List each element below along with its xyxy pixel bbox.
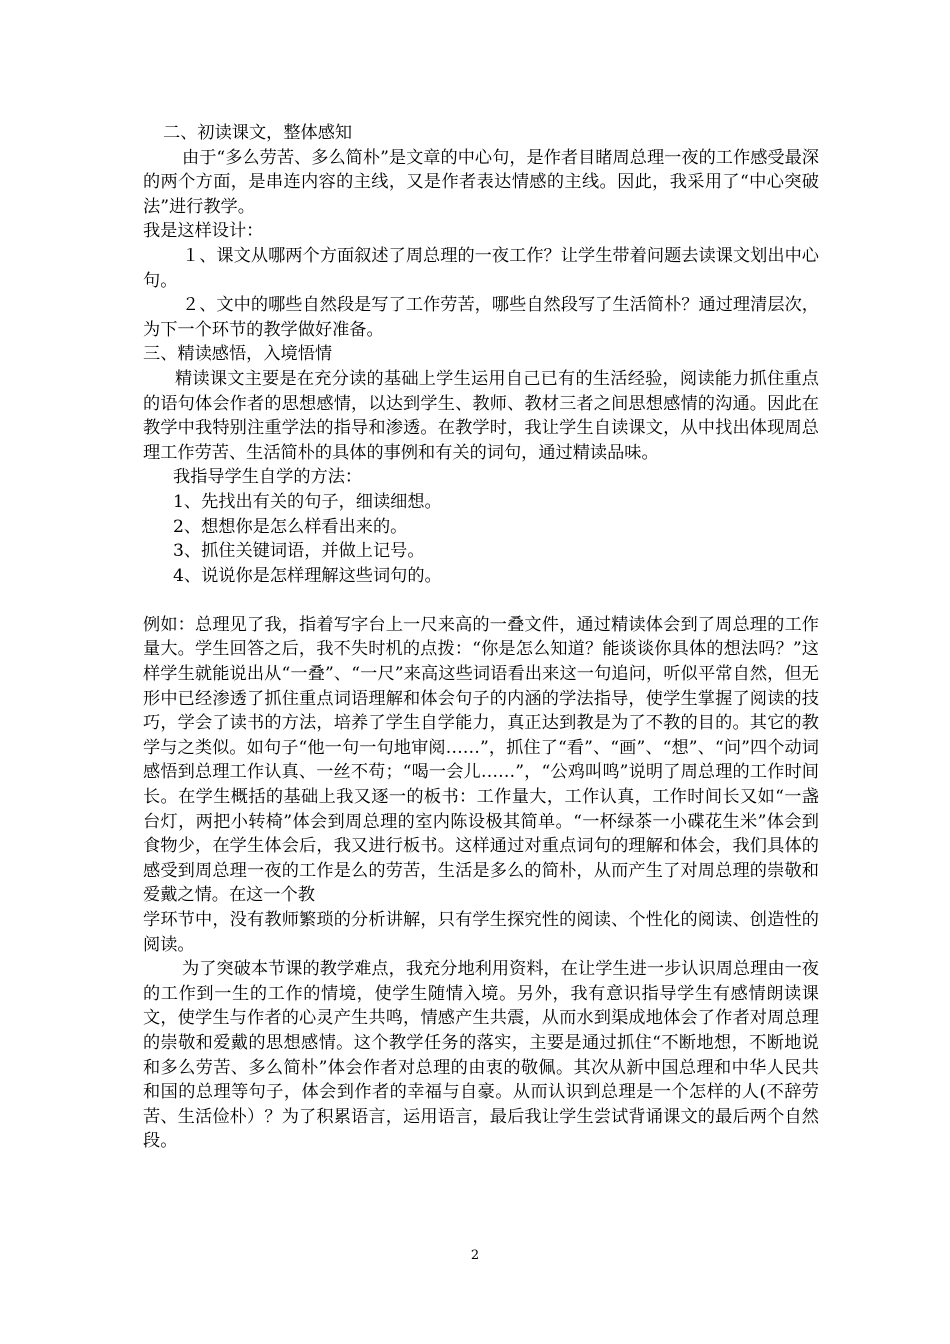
list-item: 3、抓住关键词语，并做上记号。 [173,541,425,562]
list-item: 4、说说你是怎样理解这些词句的。 [173,565,442,586]
list-item: ２、文中的哪些自然段是写了工作劳苦，哪些自然段写了生活简朴？通过理清层次，为下一个环节的教学做好准备。 [143,295,819,340]
list-item: 2、想想你是怎么样看出来的。 [173,516,408,537]
paragraph: 学环节中，没有教师繁琐的分析讲解，只有学生探究性的阅读、个性化的阅读、创造性的阅读。 [143,910,819,955]
paragraph: 例如：总理见了我，指着写字台上一尺来高的一叠文件，通过精读体会到了周总理的工作量大。学生回答之后，我不失时机的点拨：“你是怎么知道？能谈谈你具体的想法吗？”这样学生就能说出从“一叠”、“一尺”来高这些词语看出来这一句追问，听似平常自然，但无形中已经渗透了抓住重点词语理解和体会句子的内涵的学法指导，使学生掌握了阅读的技巧，学会了读书的方法，培养了学生自学能力，真正达到教是为了不教的目的。其它的教学与之类似。如句子“他一句一句地审阅……”，抓住了“看”、“画”、“想”、“问”四个动词感悟到总理工作认真、一丝不苟；“喝一会儿……”，“公鸡叫鸣”说明了周总理的工作时间长。在学生概括的基础上我又逐一的板书：工作量大，工作认真，工作时间长又如“一盏台灯，两把小转椅”体会到周总理的室内陈设极其简单。“一杯绿茶一小碟花生米”体会到食物少，在学生体会后，我又进行板书。这样通过对重点词句的理解和体会，我们具体的感受到周总理一夜的工作是么的劳苦，生活是多么的简朴，从而产生了对周总理的崇敬和爱戴之情。在这一个教 [143,614,819,906]
paragraph: 我指导学生自学的方法： [173,467,363,488]
paragraph: 我是这样设计： [143,221,264,242]
list-item: 1、先找出有关的句子，细读细想。 [173,491,442,512]
document-body [143,121,819,1154]
list-item: １、课文从哪两个方面叙述了周总理的一夜工作？让学生带着问题去读课文划出中心句。 [143,245,819,291]
blank-line [143,588,819,613]
paragraph: 为了突破本节课的教学难点，我充分地利用资料，在让学生进一步认识周总理由一夜的工作到一生的工作的情境，使学生随情入境。另外，我有意识指导学生有感情朗读课文，使学生与作者的心灵产生共鸣，情感产生共震，从而水到渠成地体会了作者对周总理的崇敬和爱戴的思想感情。这个教学任务的落实，主要是通过抓住“不断地想，不断地说和多么劳苦、多么简朴”体会作者对总理的由衷的敬佩。其次从新中国总理和中华人民共和国的总理等句子，体会到作者的幸福与自豪。从而认识到总理是一个怎样的人(不辞劳苦、生活俭朴）？为了积累语言，运用语言，最后我让学生尝试背诵课文的最后两个自然段。 [143,959,819,1152]
paragraph: 由于“多么劳苦、多么简朴”是文章的中心句，是作者目睹周总理一夜的工作感受最深的两个方面，是串连内容的主线，又是作者表达情感的主线。因此，我采用了“中心突破法”进行教学。 [143,147,819,217]
section-heading-3: 三、精读感悟，入境悟情 [143,344,333,365]
section-heading-2: 二、初读课文，整体感知 [163,123,353,143]
paragraph: 精读课文主要是在充分读的基础上学生运用自己已有的生活经验，阅读能力抓住重点的语句体会作者的思想感情，以达到学生、教师、教材三者之间思想感情的沟通。因此在教学中我特别注重学法的指导和渗透。在教学时，我让学生自读课文，从中找出体现周总理工作劳苦、生活简朴的具体的事例和有关的词句，通过精读品味。 [143,368,819,463]
page-number: 2 [470,1248,480,1263]
